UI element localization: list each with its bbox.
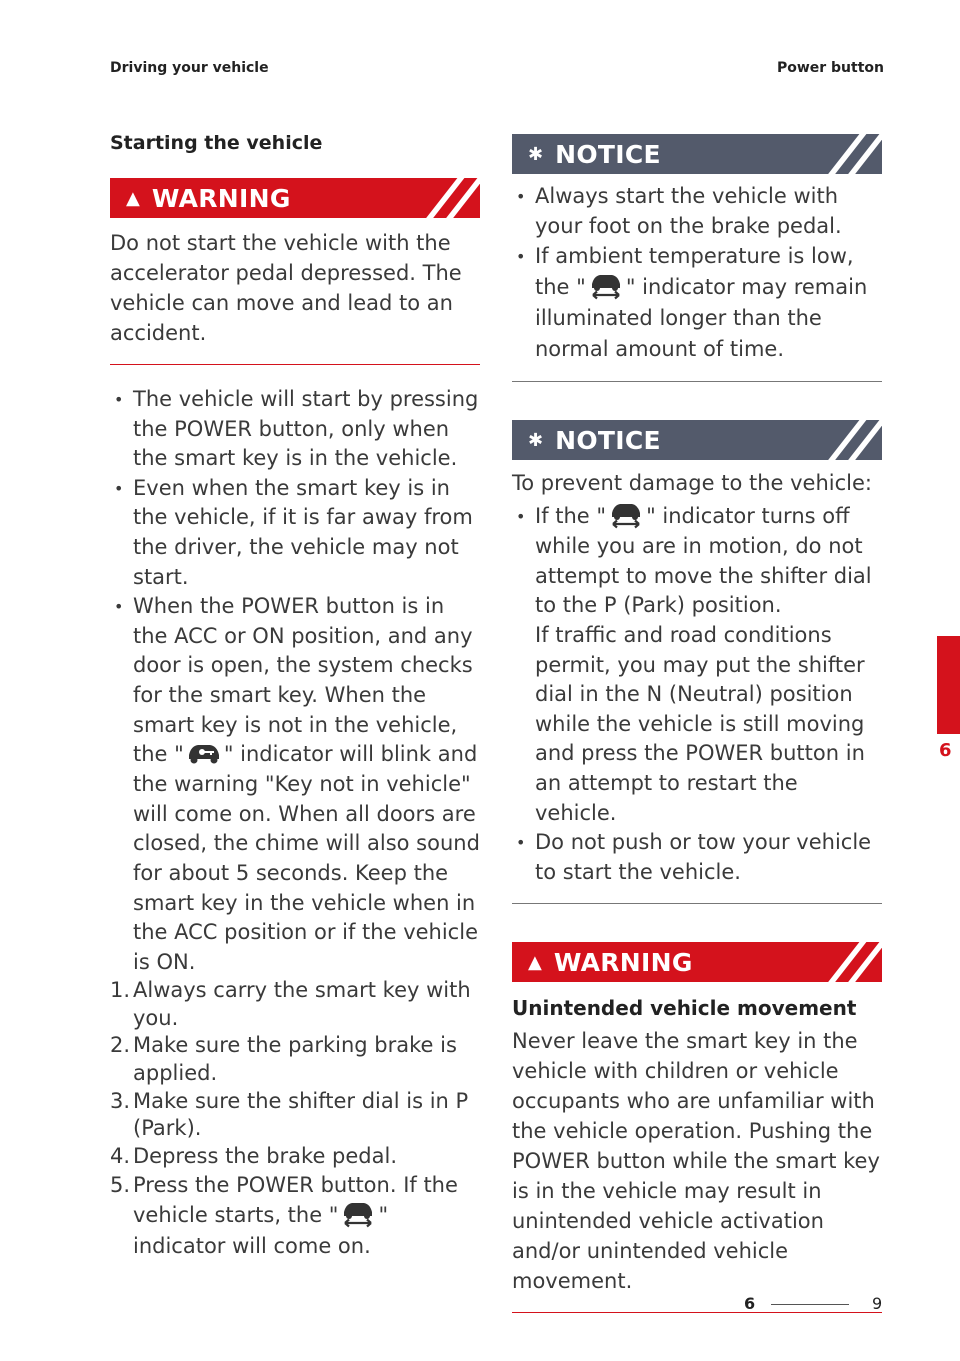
chapter-tab-number: 6: [939, 740, 952, 761]
list-item: • When the POWER button is in the ACC or ON position, and any door is open, the system checks for the smart key. When the smart key is not in the vehicle, the " " indicator will blink and the warning "Key not in vehicle" will come on. When all doors are closed, the chime will also sound for about 5 seconds. Keep the smart key in the vehicle when in the ACC position or if the vehicle is ON.: [110, 592, 480, 977]
divider: [512, 903, 882, 904]
list-item: • Even when the smart key is in the vehicle, if it is far away from the driver, the vehicle may not start.: [110, 474, 480, 592]
list-item: • The vehicle will start by pressing the POWER button, only when the smart key is in the vehicle.: [110, 385, 480, 474]
notice-banner: [512, 134, 882, 174]
warning-label: WARNING: [553, 947, 693, 977]
warning-text: Never leave the smart key in the vehicle with children or vehicle occupants who are unfamiliar with the vehicle operation. Pushing the POWER button while the smart key is in the vehicle may result in unintended vehicle activation and/or unintended vehicle movement.: [512, 1029, 880, 1294]
list-item: • Do not push or tow your vehicle to start the vehicle.: [512, 828, 882, 887]
notice-bullet-list: [512, 182, 882, 365]
running-header-left: Driving your vehicle: [110, 60, 269, 76]
notice-intro: To prevent damage to the vehicle:: [512, 471, 872, 496]
list-item: • If the " " indicator turns off while you are in motion, do not attempt to move the shifter dial to the P (Park) position. If traffic and road conditions permit, you may put the shifter dial in the N (Neutral) position while the vehicle is still moving and press the POWER button in an attempt to restart the vehicle.: [512, 502, 882, 828]
chapter-tab: [937, 636, 960, 734]
divider: [512, 1312, 882, 1313]
car-ready-indicator-icon: [339, 1198, 377, 1228]
warning-banner: [512, 942, 882, 982]
list-item: • Always start the vehicle with your foot on the brake pedal.: [512, 182, 882, 241]
section-title: Starting the vehicle: [110, 132, 323, 154]
warning-banner: [110, 178, 480, 218]
list-item: 5. Press the POWER button. If the vehicle starts, the " " indicator will come on.: [110, 1173, 458, 1259]
right-column: [512, 134, 882, 1333]
list-item: • If ambient temperature is low, the " " indicator may remain illuminated longer than the normal amount of time.: [512, 241, 882, 365]
divider: [512, 381, 882, 382]
notice-bullet-list: [512, 502, 882, 887]
car-ready-indicator-icon: [607, 499, 645, 529]
car-ready-indicator-icon: [587, 270, 625, 300]
warning-text: Do not start the vehicle with the accelerator pedal depressed. The vehicle can move and lead to an accident.: [110, 231, 462, 345]
asterisk-icon: ✱: [528, 143, 544, 165]
warning-triangle-icon: ▲: [126, 187, 140, 209]
footer-divider: [771, 1304, 849, 1305]
start-steps-list: [110, 977, 480, 1261]
notice-banner: [512, 420, 882, 460]
list-item: 4. Depress the brake pedal.: [110, 1143, 398, 1168]
running-header-right: Power button: [776, 60, 884, 76]
warning-label: WARNING: [151, 183, 291, 213]
car-key-indicator-icon: [185, 737, 223, 767]
warning-subtitle: Unintended vehicle movement: [512, 996, 857, 1021]
asterisk-icon: ✱: [528, 429, 544, 451]
footer-chapter: 6: [744, 1294, 756, 1313]
start-bullet-list: [110, 385, 480, 977]
warning-triangle-icon: ▲: [528, 951, 542, 973]
list-item: 2. Make sure the parking brake is applied.: [110, 1033, 457, 1086]
list-item: 3. Make sure the shifter dial is in P (Park).: [110, 1088, 469, 1141]
notice-label: NOTICE: [555, 139, 661, 169]
footer-page-number: 9: [872, 1294, 883, 1313]
notice-label: NOTICE: [555, 425, 661, 455]
list-item: 1. Always carry the smart key with you.: [110, 978, 471, 1030]
divider: [110, 364, 480, 365]
left-column: [110, 128, 480, 1261]
